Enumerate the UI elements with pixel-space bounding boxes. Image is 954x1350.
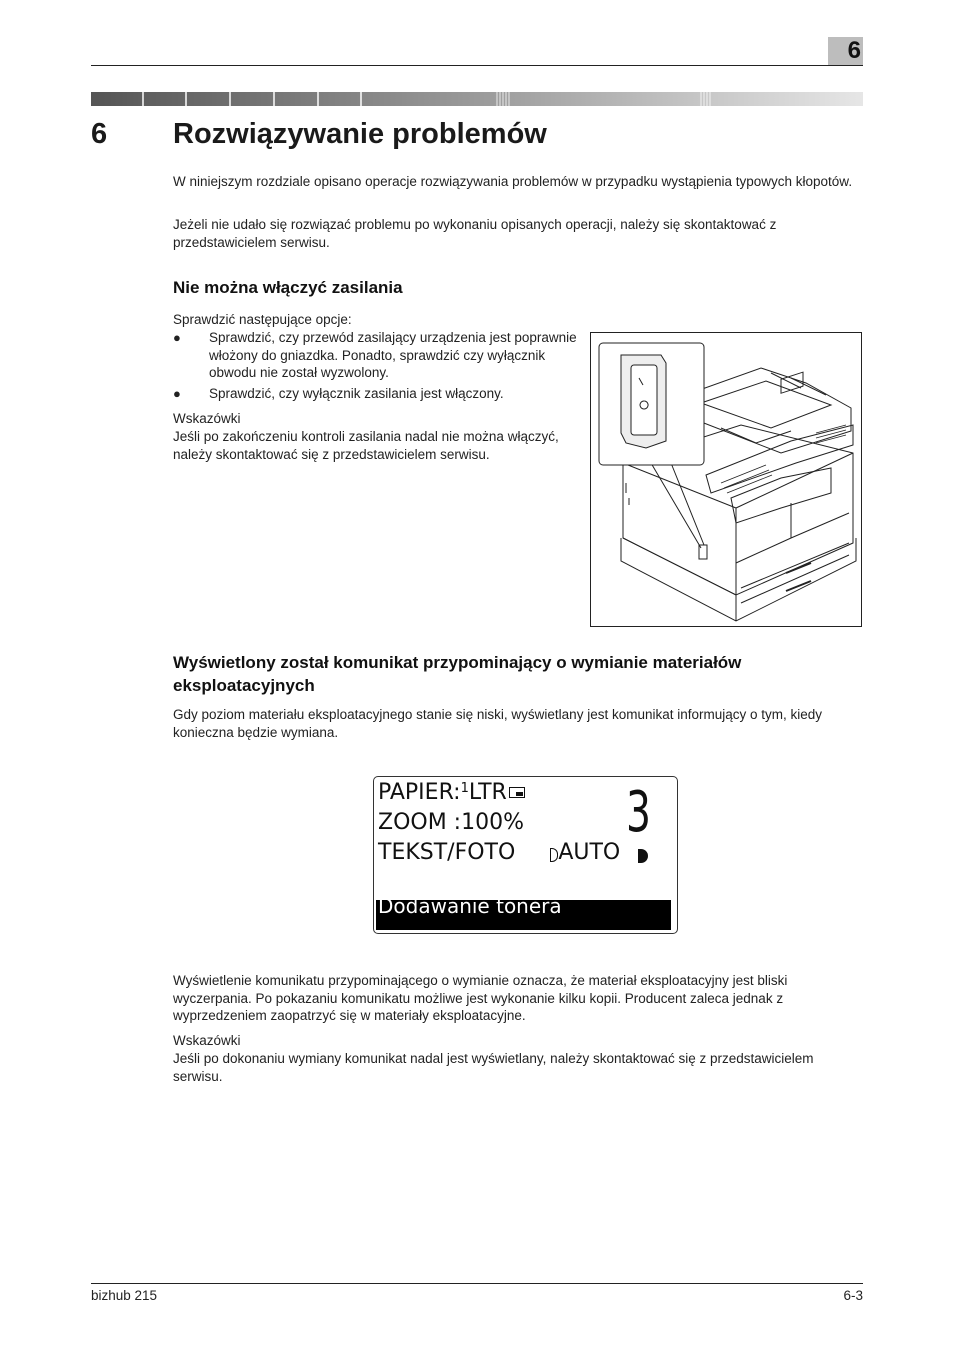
intro-paragraph-1: W niniejszym rozdziale opisano operacje rozwiązywania problemów w przypadku wystąpienia typowych kłopotów. xyxy=(173,174,853,189)
bullet-marker: ● xyxy=(173,386,181,401)
lcd-paper-label: PAPIER: xyxy=(378,780,461,805)
lcd-paper-tray: 1 xyxy=(460,781,469,796)
footer-page-number: 6-3 xyxy=(843,1288,863,1303)
chapter-tab xyxy=(828,37,863,66)
lcd-zoom-line: ZOOM :100% xyxy=(378,810,524,835)
density-dark-icon xyxy=(638,849,648,863)
tips-label: Wskazówki xyxy=(173,1033,241,1048)
lcd-original-mode: TEKST/FOTO xyxy=(378,840,516,865)
header-rule xyxy=(91,65,863,66)
section-lead: Sprawdzić następujące opcje: xyxy=(173,312,352,327)
chapter-tab-number: 6 xyxy=(847,37,861,64)
lcd-message-bar xyxy=(376,894,671,930)
bullet-item: Sprawdzić, czy wyłącznik zasilania jest włączony. xyxy=(209,386,504,401)
tips-text: Jeśli po dokonaniu wymiany komunikat nadal jest wyświetlany, należy skontaktować się z przedstawicielem serwisu. xyxy=(173,1051,814,1084)
footer-rule xyxy=(91,1283,863,1284)
lcd-paper-line xyxy=(378,781,525,805)
tips-text: Jeśli po zakończeniu kontroli zasilania nadal nie można włączyć, należy skontaktować się z przedstawicielem serwisu. xyxy=(173,429,559,462)
chapter-number: 6 xyxy=(91,118,108,150)
bullet-item: Sprawdzić, czy przewód zasilający urządzenia jest poprawnie włożony do gniazdka. Ponadto, sprawdzić czy wyłącznik obwodu nie został wyzwolony. xyxy=(209,330,577,380)
lcd-density: AUTO xyxy=(558,840,621,865)
tips-label: Wskazówki xyxy=(173,411,241,426)
lcd-message-text: Dodawanie tonera xyxy=(378,894,562,918)
header-decoration-bar xyxy=(91,92,863,106)
printer-power-switch-illustration xyxy=(590,332,862,627)
bullet-marker: ● xyxy=(173,330,181,345)
section-heading-consumables: Wyświetlony został komunikat przypominający o wymianie materiałów eksploatacyjnych xyxy=(173,653,742,695)
chapter-title: Rozwiązywanie problemów xyxy=(173,118,547,150)
section2-paragraph-2: Wyświetlenie komunikatu przypominającego o wymianie oznacza, że materiał eksploatacyjny jest bliski wyczerpania. Po pokazaniu komunikatu możliwe jest wykonanie kilku kopii. Producent zaleca jednak z wyprzedzeniem zaopatrzyć się w materiały eksploatacyjne. xyxy=(173,973,788,1023)
section2-paragraph-1: Gdy poziom materiału eksploatacyjnego stanie się niski, wyświetlany jest komunikat informujący o tym, kiedy konieczna będzie wymiana. xyxy=(173,707,823,740)
lcd-display xyxy=(373,776,678,934)
lcd-mode-line xyxy=(378,841,620,865)
lcd-copy-count: 3 xyxy=(626,780,651,845)
footer-product: bizhub 215 xyxy=(91,1288,158,1303)
lcd-paper-size: LTR xyxy=(468,780,507,805)
section-heading-power: Nie można włączyć zasilania xyxy=(173,278,403,297)
paper-orientation-icon xyxy=(509,787,525,798)
intro-paragraph-2: Jeżeli nie udało się rozwiązać problemu po wykonaniu opisanych operacji, należy się skontaktować z przedstawicielem serwisu. xyxy=(173,217,777,250)
